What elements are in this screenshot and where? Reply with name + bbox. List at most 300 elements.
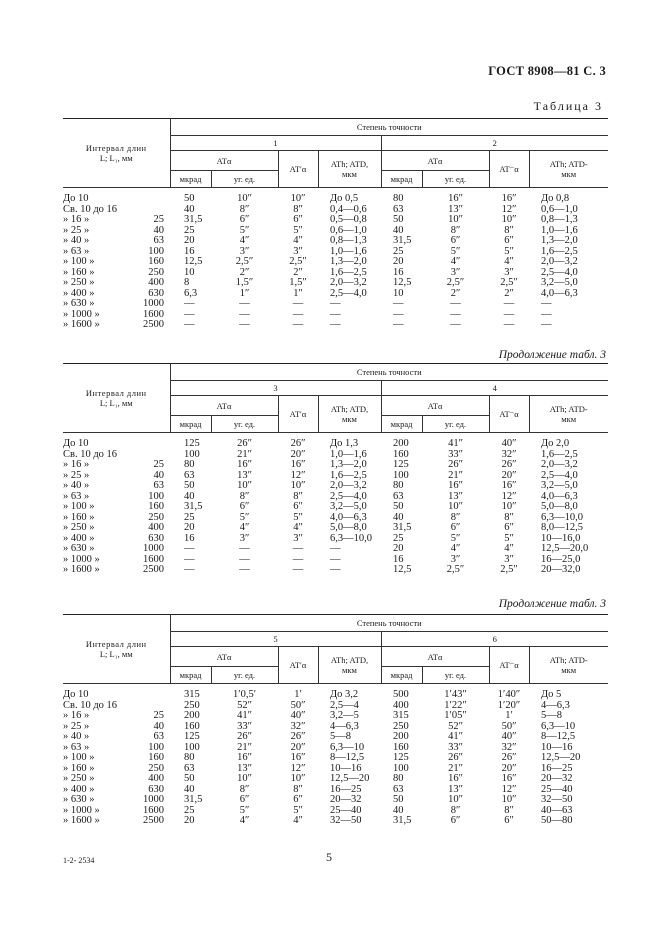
table-cell: 2″ xyxy=(504,287,514,299)
table-cell: 13″ xyxy=(237,762,252,774)
table-cell: 50″ xyxy=(290,699,306,711)
table-cell: 1,0—1,6 xyxy=(541,224,578,236)
interval-header-line1: Интервал длин xyxy=(85,639,147,649)
table-cell: — xyxy=(292,564,304,575)
table-cell: 6,3—10 xyxy=(330,741,365,753)
table-cell: 40 xyxy=(393,224,404,236)
table-cell: 8—12,5 xyxy=(330,752,365,763)
table-cell: — xyxy=(292,553,304,565)
table-cell: 26″ xyxy=(290,438,306,449)
table-cell: 160 xyxy=(393,741,409,753)
interval-to: 1000 xyxy=(143,543,164,554)
mkrad-header-a: мкрад xyxy=(170,171,211,188)
table-cell: — xyxy=(330,319,341,330)
table-cell: 40 xyxy=(393,804,404,816)
table-cell: 2,0—3,2 xyxy=(330,480,367,491)
interval-from: » 100 » xyxy=(63,501,95,512)
table-cell: 16″ xyxy=(290,459,306,470)
table-cell: 160 xyxy=(184,720,200,732)
grade-a-header: 3 xyxy=(170,381,381,396)
table-cell: — xyxy=(292,319,304,330)
interval-from: » 63 » xyxy=(63,490,90,502)
ug-ed-header-b: уг. ед. xyxy=(422,171,489,188)
ug-ed-header-b: уг. ед. xyxy=(422,416,489,433)
stage-group-header: Степень точности xyxy=(170,615,608,632)
table-cell: 2″ xyxy=(450,287,461,299)
mkrad-header-b: мкрад xyxy=(381,416,422,433)
interval-from: » 16 » xyxy=(63,459,90,470)
table-cell: 10″ xyxy=(290,480,306,491)
table-cell: 21″ xyxy=(448,469,463,481)
table-cell: 16—25 xyxy=(541,762,573,774)
interval-from: » 16 » xyxy=(63,710,90,721)
table-cell: 33″ xyxy=(237,720,252,732)
table-cell: 125 xyxy=(184,731,200,742)
table-cell: 6″ xyxy=(504,815,514,826)
table-section-1 xyxy=(63,118,608,331)
table-cell: 1,6—2,5 xyxy=(541,448,578,460)
table-row xyxy=(63,523,608,534)
mkrad-header-b: мкрад xyxy=(381,667,422,684)
table-row xyxy=(63,684,608,701)
interval-from: » 16 » xyxy=(63,214,90,225)
table-cell: 0,8—1,3 xyxy=(330,235,367,246)
table-cell: 10″ xyxy=(237,773,252,784)
table-cell: 50 xyxy=(393,794,404,805)
at-alpha-prime-header: AT′α xyxy=(278,647,318,684)
mkrad-header-a: мкрад xyxy=(170,667,211,684)
table-cell: — xyxy=(330,308,341,320)
table-cell: 40″ xyxy=(501,438,517,449)
table-cell: 5,0—8,0 xyxy=(330,522,367,533)
table-section-2 xyxy=(63,363,608,576)
table-cell: 5″ xyxy=(450,245,461,257)
table-cell: 2,5—4,0 xyxy=(330,490,367,502)
table-cell: 1′ xyxy=(505,710,513,721)
table-cell: 0,5—0,8 xyxy=(330,214,367,225)
table-section-3 xyxy=(63,614,608,827)
interval-from: » 1600 » xyxy=(63,815,100,826)
interval-from: » 1000 » xyxy=(63,553,100,565)
table-cell: 6″ xyxy=(450,522,461,533)
at-h-d-header-b-line1: ATh; ATD- xyxy=(549,404,588,414)
interval-from: » 630 » xyxy=(63,794,95,805)
table-cell: 6″ xyxy=(239,501,250,512)
table-cell: 4″ xyxy=(239,815,250,826)
interval-to: 400 xyxy=(148,277,164,288)
table-cell: 8″ xyxy=(504,804,514,816)
table-cell: 5″ xyxy=(293,804,303,816)
ug-ed-header-a: уг. ед. xyxy=(211,416,278,433)
table-cell: 5″ xyxy=(293,224,303,236)
interval-cell xyxy=(63,816,170,827)
interval-to: 63 xyxy=(153,731,164,742)
table-cell: 26″ xyxy=(237,438,252,449)
at-h-d-header-b-line1: ATh; ATD- xyxy=(549,655,588,665)
table-row xyxy=(63,795,608,806)
table-cell: 1′40″ xyxy=(497,689,521,700)
table-cell: 3″ xyxy=(293,245,303,257)
table-cell: 40 xyxy=(184,783,195,795)
stage-group-header: Степень точности xyxy=(170,119,608,136)
table-cell: 5″ xyxy=(239,804,250,816)
ug-ed-header-b: уг. ед. xyxy=(422,667,489,684)
table-cell: 16 xyxy=(393,553,404,565)
interval-header xyxy=(63,615,170,684)
interval-to: 400 xyxy=(148,773,164,784)
interval-to: 63 xyxy=(153,480,164,491)
mkrad-header-a: мкрад xyxy=(170,416,211,433)
table-cell: 8″ xyxy=(450,224,461,236)
table-cell: 3,2—5,0 xyxy=(330,501,367,512)
interval-to: 40 xyxy=(153,469,164,481)
table-cell: 10″ xyxy=(501,214,517,225)
table-cell: — xyxy=(292,308,304,320)
table-cell: 8″ xyxy=(504,511,514,523)
table-cell: До 2,0 xyxy=(541,438,570,449)
at-h-d-header-b-line2: мкм xyxy=(561,665,577,675)
table-row xyxy=(63,544,608,555)
table-cell: 1,6—2,5 xyxy=(541,245,578,257)
table-cell: 6″ xyxy=(239,794,250,805)
table-row xyxy=(63,753,608,764)
interval-to: 630 xyxy=(148,287,164,299)
interval-to: 63 xyxy=(153,235,164,246)
at-h-d-header-a-line2: мкм xyxy=(342,665,357,675)
table-cell: 2,5″ xyxy=(500,277,518,288)
table-cell: 12,5 xyxy=(184,256,203,267)
table-cell: 20—32,0 xyxy=(541,564,581,575)
table-cell: 125 xyxy=(184,438,200,449)
table-cell: 10″ xyxy=(237,193,252,204)
table-cell: 13″ xyxy=(237,469,252,481)
table-cell: 41″ xyxy=(448,438,463,449)
table-cell: 4″ xyxy=(450,256,461,267)
table-cell: 80 xyxy=(393,773,404,784)
table-cell: 40″ xyxy=(501,731,517,742)
interval-cell xyxy=(63,433,170,450)
interval-to: 250 xyxy=(148,266,164,278)
table-cell: 63 xyxy=(184,469,195,481)
at-alpha-minus-header: AT⁻α xyxy=(489,647,529,684)
table-row xyxy=(63,711,608,722)
table-cell: 33″ xyxy=(448,448,463,460)
table-cell: 16″ xyxy=(501,480,517,491)
interval-to: 25 xyxy=(153,459,164,470)
table-cell: 80 xyxy=(184,752,195,763)
interval-from: » 63 » xyxy=(63,741,90,753)
tolerance-table xyxy=(63,118,608,331)
table-cell: — xyxy=(393,319,404,330)
table-cell: 33″ xyxy=(448,741,463,753)
table-cell: 16″ xyxy=(237,752,252,763)
table-cell: 5″ xyxy=(504,245,514,257)
table-cell: 6″ xyxy=(293,501,303,512)
table-cell: 1′43″ xyxy=(444,689,467,700)
table-cell: 31,5 xyxy=(184,794,203,805)
table-cell: 12,5—20,0 xyxy=(541,543,589,554)
table-cell: 4″ xyxy=(450,543,461,554)
table-cell: 20 xyxy=(184,815,195,826)
table-cell: 1″ xyxy=(293,287,303,299)
table-cell: 3″ xyxy=(239,245,250,257)
interval-to: 160 xyxy=(148,501,164,512)
table-cell: 6″ xyxy=(239,214,250,225)
table-cell: — xyxy=(503,319,515,330)
table-cell: 315 xyxy=(393,710,409,721)
table-cell: 4—6,3 xyxy=(541,699,570,711)
table-cell: 10 xyxy=(393,287,404,299)
table-cell: 6,3—10,0 xyxy=(330,532,372,544)
table-cell: 4″ xyxy=(239,522,250,533)
at-h-d-header-a-line2: мкм xyxy=(342,169,357,179)
interval-to: 1600 xyxy=(143,553,164,565)
continuation-label-2: Продолжение табл. 3 xyxy=(498,598,606,610)
table-cell: — xyxy=(330,543,341,554)
interval-to: 1000 xyxy=(143,298,164,309)
table-cell: 3″ xyxy=(450,553,461,565)
table-cell: 5″ xyxy=(293,511,303,523)
interval-from: До 10 xyxy=(63,689,89,700)
table-cell: 12,5 xyxy=(393,564,412,575)
table-cell: — xyxy=(393,298,404,309)
table-cell: 41″ xyxy=(237,710,252,721)
table-cell: 5,0—8,0 xyxy=(541,501,578,512)
table-cell: 160 xyxy=(393,448,409,460)
table-cell: 1′05″ xyxy=(444,710,467,721)
table-cell: 400 xyxy=(393,699,409,711)
table-cell: 2,5″ xyxy=(235,256,254,267)
at-h-d-header-a xyxy=(318,396,381,433)
at-alpha-header-a: ATα xyxy=(170,151,278,171)
grade-b-header: 6 xyxy=(381,632,608,647)
print-mark: 1-2- 2534 xyxy=(63,856,95,865)
table-cell: 1,5″ xyxy=(235,277,254,288)
grade-b-header: 2 xyxy=(381,136,608,151)
table-cell: 100 xyxy=(393,469,409,481)
table-cell: — xyxy=(330,553,341,565)
interval-from: » 25 » xyxy=(63,224,90,236)
at-alpha-header-b: ATα xyxy=(381,396,489,416)
at-h-d-header-b xyxy=(529,647,608,684)
table-cell: — xyxy=(503,308,515,320)
table-cell: 1′ xyxy=(294,689,302,700)
at-h-d-header-a-line2: мкм xyxy=(342,414,357,424)
table-cell: 2,5—4,0 xyxy=(330,287,367,299)
table-cell: — xyxy=(450,319,461,330)
interval-header xyxy=(63,364,170,433)
table-cell: 25 xyxy=(184,804,195,816)
table-cell: 41″ xyxy=(448,731,463,742)
table-cell: 0,6—1,0 xyxy=(330,224,367,236)
interval-to: 160 xyxy=(148,256,164,267)
table-cell: — xyxy=(239,543,250,554)
table-cell: — xyxy=(184,298,195,309)
table-cell: 4″ xyxy=(293,522,303,533)
table-cell: 6″ xyxy=(450,815,461,826)
table-cell: 4″ xyxy=(504,256,514,267)
table-cell: 1′0,5′ xyxy=(233,689,256,700)
table-cell: 20—32 xyxy=(330,794,362,805)
table-cell: 1,3—2,0 xyxy=(330,459,367,470)
at-h-d-header-a-line1: ATh; ATD, xyxy=(330,655,369,665)
table-cell: 25—40 xyxy=(330,804,362,816)
grade-b-header: 4 xyxy=(381,381,608,396)
table-cell: 12″ xyxy=(501,490,517,502)
table-cell: 2,5—4 xyxy=(330,699,359,711)
interval-to: 630 xyxy=(148,532,164,544)
interval-from: » 100 » xyxy=(63,752,95,763)
table-cell: 26″ xyxy=(237,731,252,742)
interval-to: 1600 xyxy=(143,804,164,816)
table-cell: 52″ xyxy=(237,699,252,711)
table-cell: 2,5″ xyxy=(289,256,307,267)
table-cell: 10—16 xyxy=(330,762,362,774)
interval-to: 2500 xyxy=(143,564,164,575)
interval-from: » 400 » xyxy=(63,287,95,299)
table-cell: 40—63 xyxy=(541,804,573,816)
table-cell: 8 xyxy=(184,277,190,288)
interval-to: 250 xyxy=(148,511,164,523)
at-alpha-header-a: ATα xyxy=(170,647,278,667)
table-row xyxy=(63,502,608,513)
table-cell: 1″ xyxy=(239,287,250,299)
table-cell: 125 xyxy=(393,459,409,470)
table-cell: 6″ xyxy=(504,522,514,533)
table-cell: 13″ xyxy=(448,783,463,795)
table-cell: — xyxy=(450,308,461,320)
interval-from: » 25 » xyxy=(63,720,90,732)
table-cell: 20—32 xyxy=(541,773,573,784)
table-cell: 10 xyxy=(184,266,195,278)
table-cell: 3,2—5,0 xyxy=(541,277,578,288)
table-cell: 200 xyxy=(393,731,409,742)
table-cell: 8″ xyxy=(293,783,303,795)
table-cell: — xyxy=(450,298,461,309)
table-cell: 125 xyxy=(393,752,409,763)
table-cell: 80 xyxy=(393,193,404,204)
ug-ed-header-a: уг. ед. xyxy=(211,171,278,188)
table-cell: 26″ xyxy=(448,752,463,763)
table-cell: 63 xyxy=(393,783,404,795)
table-cell: 10″ xyxy=(237,480,252,491)
table-cell: 8″ xyxy=(239,203,250,215)
table-cell: 20 xyxy=(184,235,195,246)
at-h-d-header-a xyxy=(318,151,381,188)
table-cell: 32—50 xyxy=(330,815,362,826)
at-alpha-header-b: ATα xyxy=(381,647,489,667)
table-cell: 80 xyxy=(393,480,404,491)
at-alpha-minus-header: AT⁻α xyxy=(489,151,529,188)
table-cell: 16—25 xyxy=(330,783,362,795)
table-cell: 32″ xyxy=(290,720,306,732)
table-cell: — xyxy=(239,298,250,309)
interval-from: До 10 xyxy=(63,193,89,204)
tolerance-table xyxy=(63,614,608,827)
table-cell: 25 xyxy=(184,511,195,523)
table-cell: 2,5—4,0 xyxy=(541,469,578,481)
table-cell: 3″ xyxy=(239,532,250,544)
table-cell: 250 xyxy=(184,699,200,711)
interval-from: » 160 » xyxy=(63,762,95,774)
table-cell: 2,5″ xyxy=(446,564,465,575)
interval-header-line2: L; L₁, мм xyxy=(99,153,133,163)
table-cell: 10″ xyxy=(501,501,517,512)
table-row xyxy=(63,236,608,247)
interval-header-line1: Интервал длин xyxy=(85,388,147,398)
stage-group-header: Степень точности xyxy=(170,364,608,381)
table-cell: 3″ xyxy=(450,266,461,278)
table-cell: 12,5—20 xyxy=(330,773,370,784)
table-cell: 4—6,3 xyxy=(330,720,359,732)
table-cell: 315 xyxy=(184,689,200,700)
table-cell: 2,5—4,0 xyxy=(541,266,578,278)
table-cell: 12″ xyxy=(501,783,517,795)
interval-cell xyxy=(63,565,170,576)
at-h-d-header-a-line1: ATh; ATD, xyxy=(330,159,369,169)
table-cell: 10″ xyxy=(290,773,306,784)
table-cell: 6″ xyxy=(293,794,303,805)
table-cell: 4″ xyxy=(293,235,303,246)
interval-from: » 160 » xyxy=(63,266,95,278)
table-cell: 50 xyxy=(393,214,404,225)
table-cell: 16″ xyxy=(448,773,463,784)
table-cell: — xyxy=(184,319,195,330)
interval-from: » 1600 » xyxy=(63,319,100,330)
table-cell: До 0,5 xyxy=(330,193,359,204)
table-row xyxy=(63,565,608,576)
table-cell: 10″ xyxy=(501,794,517,805)
table-cell: 16 xyxy=(184,245,195,257)
at-h-d-header-a-line1: ATh; ATD, xyxy=(330,404,369,414)
interval-from: » 160 » xyxy=(63,511,95,523)
table-cell: 3″ xyxy=(504,553,514,565)
at-h-d-header-b-line2: мкм xyxy=(561,414,577,424)
table-cell: — xyxy=(541,308,552,320)
interval-to: 630 xyxy=(148,783,164,795)
interval-from: » 25 » xyxy=(63,469,90,481)
table-cell: 25 xyxy=(393,245,404,257)
interval-from: » 630 » xyxy=(63,543,95,554)
table-cell: 1,0—1,6 xyxy=(330,448,367,460)
table-cell: 4,0—6,3 xyxy=(330,511,367,523)
table-cell: 12,5—20 xyxy=(541,752,581,763)
interval-to: 100 xyxy=(148,490,164,502)
interval-to: 400 xyxy=(148,522,164,533)
table-cell: — xyxy=(184,308,195,320)
table-cell: 16 xyxy=(393,266,404,278)
table-row xyxy=(63,215,608,226)
grade-a-header: 1 xyxy=(170,136,381,151)
table-cell: — xyxy=(330,298,341,309)
table-cell: 12,5 xyxy=(393,277,412,288)
table-cell: 52″ xyxy=(448,720,463,732)
table-cell: — xyxy=(239,319,250,330)
interval-to: 2500 xyxy=(143,319,164,330)
table-cell: 32″ xyxy=(501,448,517,460)
interval-to: 25 xyxy=(153,710,164,721)
interval-from: » 40 » xyxy=(63,480,90,491)
interval-to: 40 xyxy=(153,224,164,236)
table-cell: 6,3—10,0 xyxy=(541,511,583,523)
table-cell: 10″ xyxy=(448,501,463,512)
table-cell: — xyxy=(292,543,304,554)
table-cell: 2,0—3,2 xyxy=(541,256,578,267)
table-cell: — xyxy=(184,553,195,565)
table-cell: 8″ xyxy=(239,783,250,795)
table-cell: 63 xyxy=(184,762,195,774)
table-cell: 20″ xyxy=(290,741,306,753)
